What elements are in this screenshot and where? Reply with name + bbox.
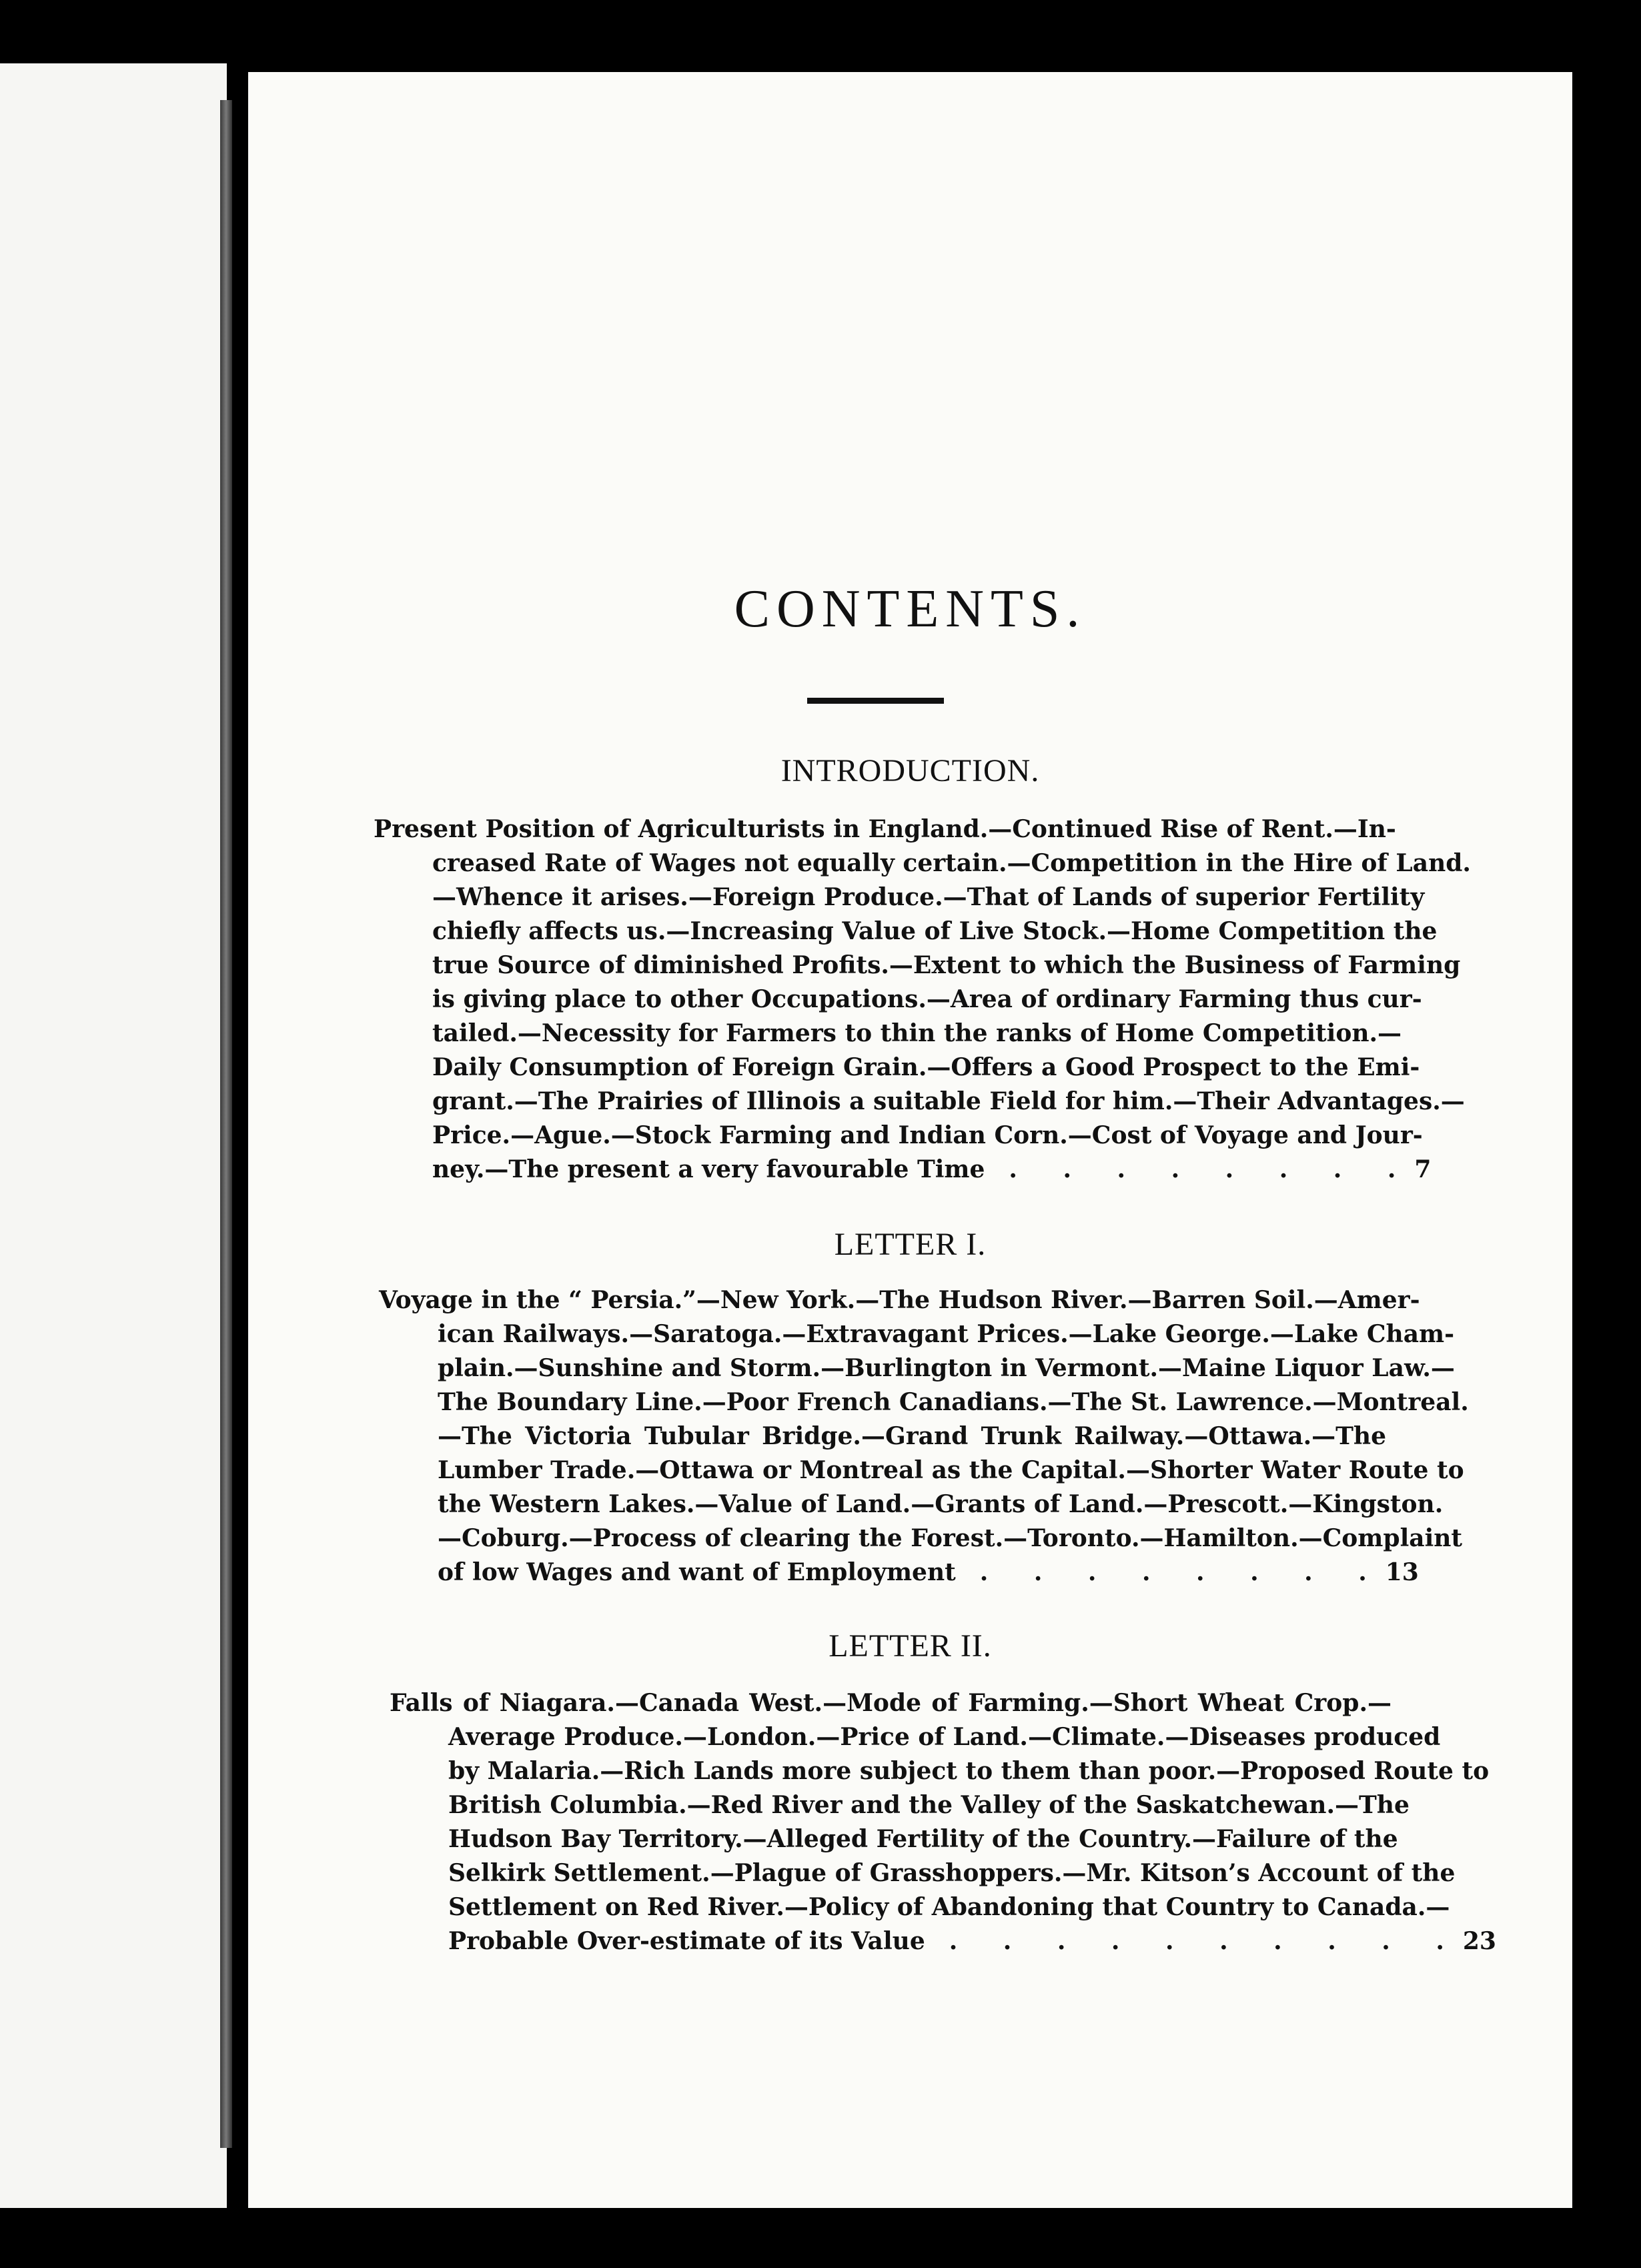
dot-leader: . . . . . . . . xyxy=(1009,1155,1415,1183)
entry-line: The Boundary Line.—Poor French Canadians.—The St. Lawrence.—Montreal. xyxy=(438,1388,1469,1416)
page-number: 13 xyxy=(1385,1558,1419,1586)
dot-leader: . . . . . . . . . . xyxy=(949,1927,1463,1955)
book-spine-edge xyxy=(220,100,232,2148)
entry-last-line xyxy=(390,1924,1496,1958)
left-page-margin xyxy=(0,63,227,2208)
entry-line: —Whence it arises.—Foreign Produce.—That of Lands of superior Fertility xyxy=(432,883,1425,911)
entry-line: Selkirk Settlement.—Plague of Grasshoppers.—Mr. Kitson’s Account of the xyxy=(448,1859,1456,1887)
entry-line: chiefly affects us.—Increasing Value of Live Stock.—Home Competition the xyxy=(432,917,1438,945)
entry-line: true Source of diminished Profits.—Extent to which the Business of Farming xyxy=(432,951,1461,979)
entry-line: ican Railways.—Saratoga.—Extravagant Prices.—Lake George.—Lake Cham- xyxy=(438,1320,1455,1348)
page-number: 7 xyxy=(1414,1155,1432,1183)
entry-last-line xyxy=(374,1153,1432,1187)
entry-line: Price.—Ague.—Stock Farming and Indian Corn.—Cost of Voyage and Jour- xyxy=(432,1121,1423,1149)
entry-line: Settlement on Red River.—Policy of Abandoning that Country to Canada.— xyxy=(448,1893,1450,1921)
entry-line: the Western Lakes.—Value of Land.—Grants of Land.—Prescott.—Kingston. xyxy=(438,1490,1444,1518)
entry-line: Average Produce.—London.—Price of Land.—Climate.—Diseases produced xyxy=(448,1723,1441,1751)
section-heading-introduction: INTRODUCTION. xyxy=(780,753,1040,788)
entry-line: —Coburg.—Process of clearing the Forest.—Toronto.—Hamilton.—Complaint xyxy=(438,1524,1463,1552)
entry-line: Daily Consumption of Foreign Grain.—Offers a Good Prospect to the Emi- xyxy=(432,1053,1420,1081)
toc-entry-letter-2 xyxy=(390,1686,1496,1958)
entry-line: Lumber Trade.—Ottawa or Montreal as the Capital.—Shorter Water Route to xyxy=(438,1456,1464,1484)
page-title: CONTENTS. xyxy=(734,580,1087,638)
entry-line: Falls of Niagara.—Canada West.—Mode of Farming.—Short Wheat Crop.— xyxy=(390,1689,1392,1717)
dot-leader: . . . . . . . . xyxy=(979,1558,1386,1586)
entry-line: is giving place to other Occupations.—Area of ordinary Farming thus cur- xyxy=(432,985,1422,1013)
entry-line: plain.—Sunshine and Storm.—Burlington in Vermont.—Maine Liquor Law.— xyxy=(438,1354,1455,1382)
entry-line: ney.—The present a very favourable Time xyxy=(432,1155,985,1183)
title-rule xyxy=(807,698,944,704)
entry-line: Present Position of Agriculturists in England.—Continued Rise of Rent.—In- xyxy=(374,815,1396,843)
page-number: 23 xyxy=(1462,1927,1496,1955)
toc-entry-letter-1 xyxy=(379,1283,1469,1590)
entry-line: of low Wages and want of Employment xyxy=(438,1558,956,1586)
entry-last-line xyxy=(379,1556,1419,1590)
entry-line: Probable Over-estimate of its Value xyxy=(448,1927,925,1955)
entry-line: by Malaria.—Rich Lands more subject to them than poor.—Proposed Route to xyxy=(448,1757,1490,1785)
toc-entry-introduction xyxy=(374,812,1471,1187)
section-heading-letter-2: LETTER II. xyxy=(829,1628,992,1664)
entry-line: Voyage in the “ Persia.”—New York.—The Hudson River.—Barren Soil.—Amer- xyxy=(379,1286,1420,1314)
contents-page xyxy=(248,72,1572,2208)
entry-line: British Columbia.—Red River and the Valley of the Saskatchewan.—The xyxy=(448,1791,1410,1819)
entry-line: —The Victoria Tubular Bridge.—Grand Trunk Railway.—Ottawa.—The xyxy=(438,1422,1386,1450)
entry-line: tailed.—Necessity for Farmers to thin the ranks of Home Competition.— xyxy=(432,1019,1402,1047)
section-heading-letter-1: LETTER I. xyxy=(834,1227,987,1262)
entry-line: creased Rate of Wages not equally certain.—Competition in the Hire of Land. xyxy=(432,849,1471,877)
entry-line: grant.—The Prairies of Illinois a suitable Field for him.—Their Advantages.— xyxy=(432,1087,1465,1115)
entry-line: Hudson Bay Territory.—Alleged Fertility of the Country.—Failure of the xyxy=(448,1825,1398,1853)
